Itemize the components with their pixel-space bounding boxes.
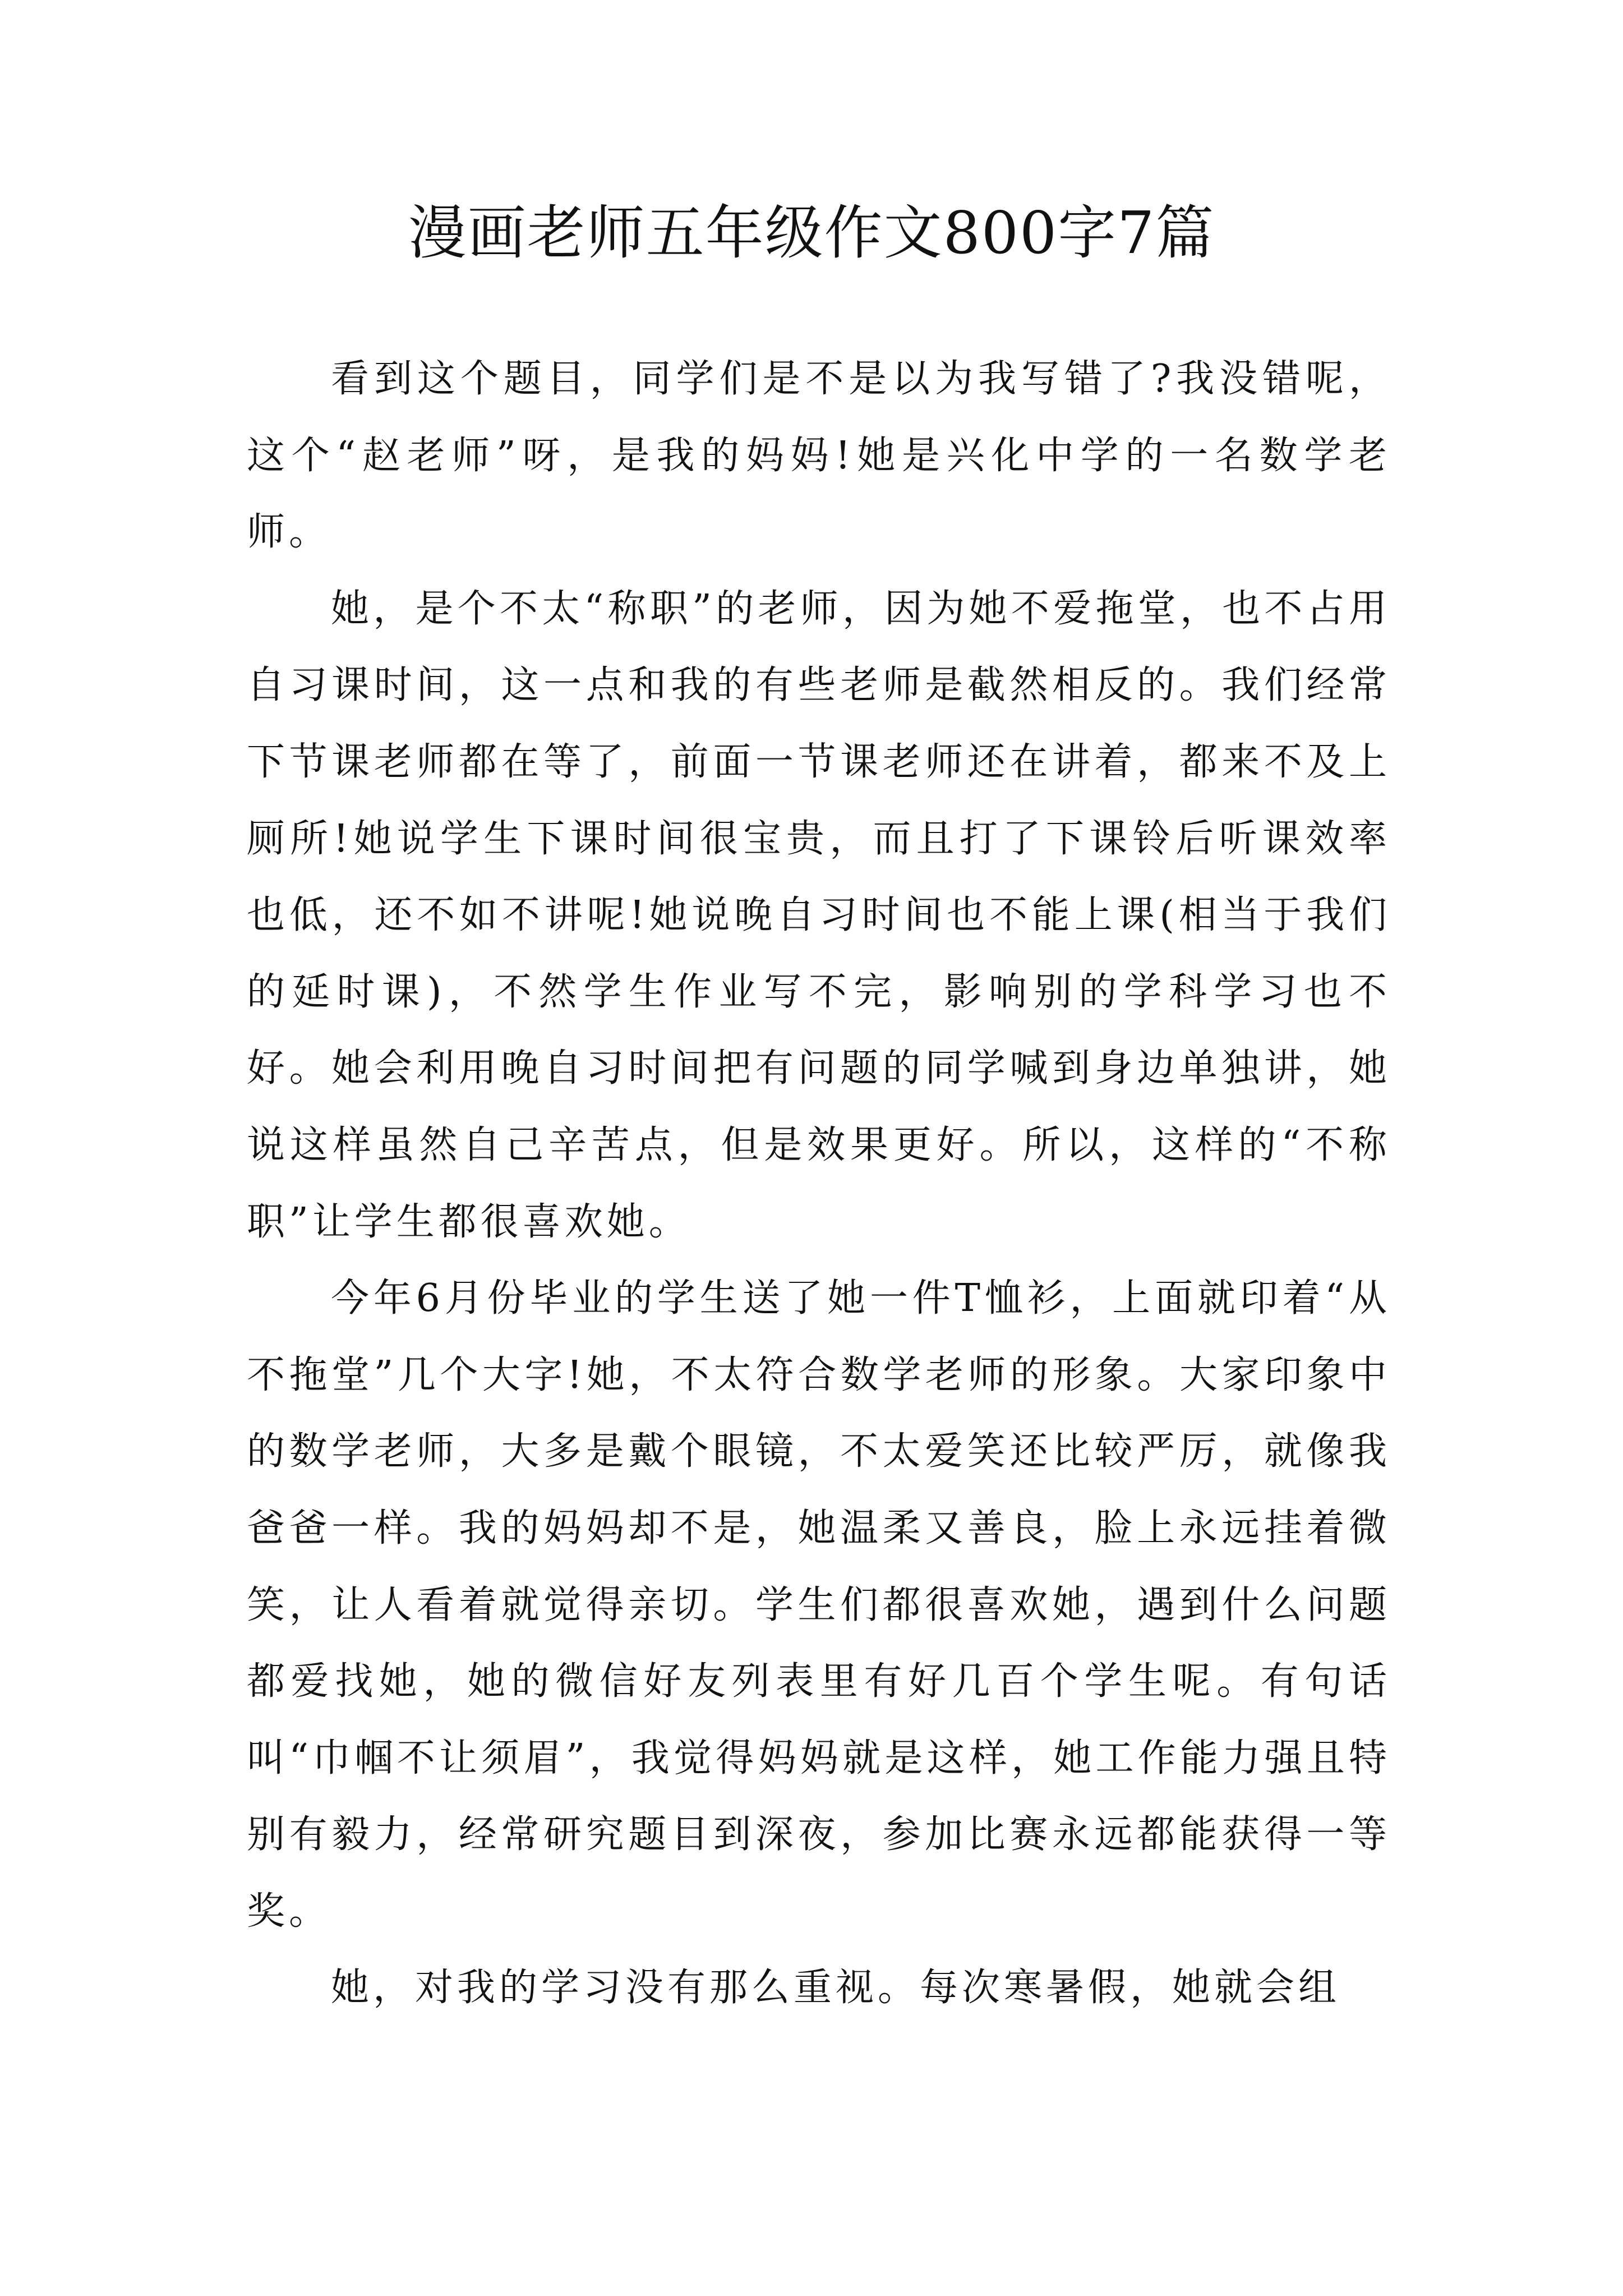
document-body xyxy=(247,341,1391,2027)
paragraph: 看到这个题目，同学们是不是以为我写错了?我没错呢，这个“赵老师”呀，是我的妈妈!她是兴化中学的一名数学老师。 xyxy=(247,357,1391,555)
document-title: 漫画老师五年级作文800字7篇 xyxy=(408,199,1215,267)
paragraph: 她，对我的学习没有那么重视。每次寒暑假，她就会组 xyxy=(331,1966,1341,2010)
paragraph: 今年6月份毕业的学生送了她一件T恤衫，上面就印着“从不拖堂”几个大字!她，不太符合数学老师的形象。大家印象中的数学老师，大多是戴个眼镜，不太爱笑还比较严厉，就像我爸爸一样。我的妈妈却不是，她温柔又善良，脸上永远挂着微笑，让人看着就觉得亲切。学生们都很喜欢她，遇到什么问题都爱找她，她的微信好友列表里有好几百个学生呢。有句话叫“巾帼不让须眉”，我觉得妈妈就是这样，她工作能力强且特别有毅力，经常研究题目到深夜，参加比赛永远都能获得一等奖。 xyxy=(247,1276,1391,1934)
paragraph: 她，是个不太“称职”的老师，因为她不爱拖堂，也不占用自习课时间，这一点和我的有些老师是截然相反的。我们经常下节课老师都在等了，前面一节课老师还在讲着，都来不及上厕所!她说学生下课时间很宝贵，而且打了下课铃后听课效率也低，还不如不讲呢!她说晚自习时间也不能上课(相当于我们的延时课)，不然学生作业写不完，影响别的学科学习也不好。她会利用晚自习时间把有问题的同学喊到身边单独讲，她说这样虽然自己辛苦点，但是效果更好。所以，这样的“不称职”让学生都很喜欢她。 xyxy=(247,586,1391,1244)
